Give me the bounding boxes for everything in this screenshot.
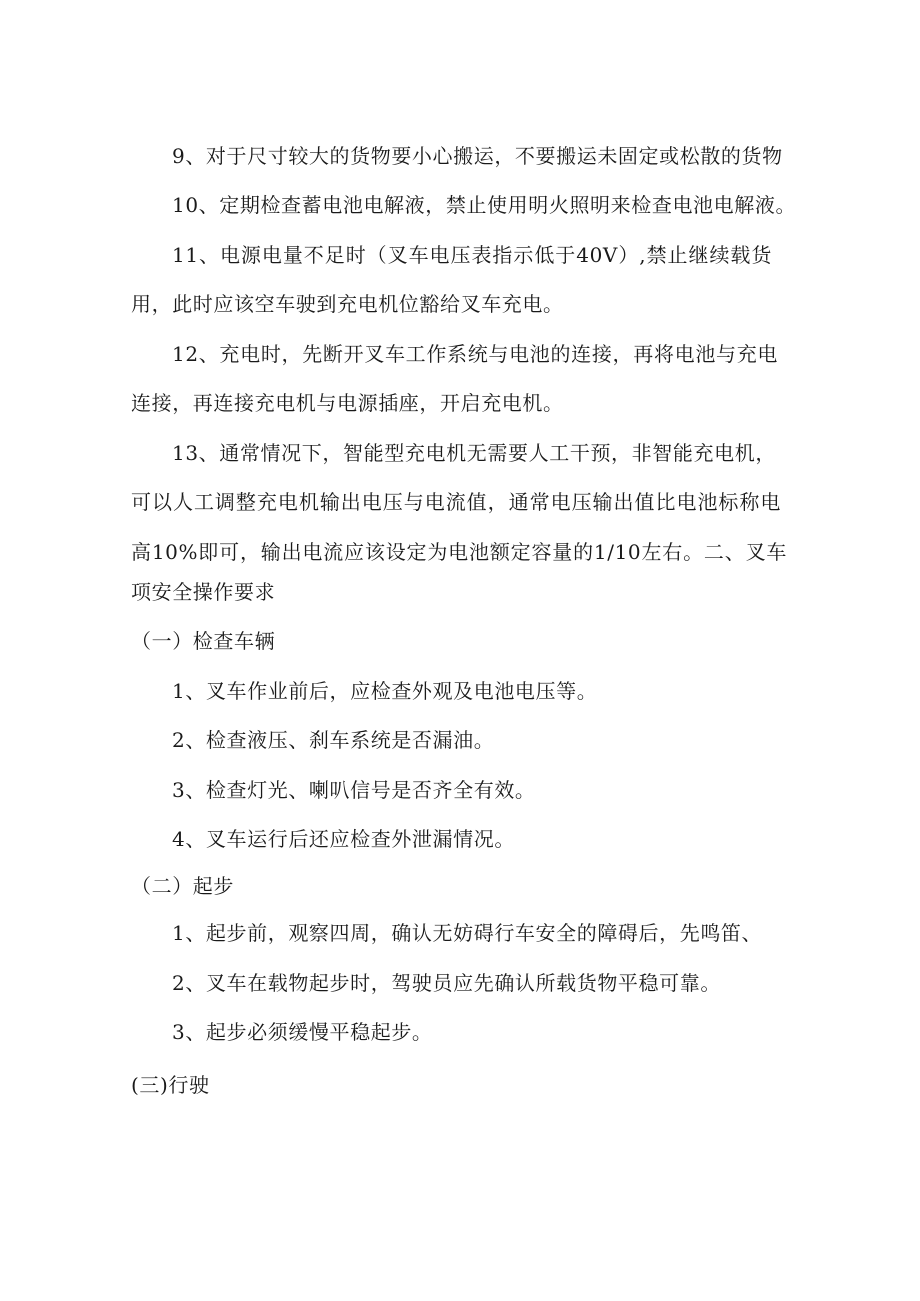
section-heading-driving: (三)行驶 bbox=[131, 1073, 210, 1097]
section-heading-start: （二）起步 bbox=[131, 874, 234, 898]
text-line-10: 10、定期检查蓄电池电解液，禁止使用明火照明来检查电池电解液。 bbox=[172, 193, 797, 217]
text-line-9: 9、对于尺寸较大的货物要小心搬运，不要搬运未固定或松散的货物 bbox=[172, 144, 783, 168]
text-line-12-cont: 连接，再连接充电机与电源插座，开启充电机。 bbox=[131, 391, 564, 415]
check-item-3: 3、检查灯光、喇叭信号是否齐全有效。 bbox=[172, 778, 536, 802]
text-line-11: 11、电源电量不足时（叉车电压表指示低于40V）,禁止继续载货 bbox=[172, 243, 772, 267]
start-item-3: 3、起步必须缓慢平稳起步。 bbox=[172, 1020, 433, 1044]
check-item-1: 1、叉车作业前后，应检查外观及电池电压等。 bbox=[172, 679, 598, 703]
check-item-4: 4、叉车运行后还应检查外泄漏情况。 bbox=[172, 827, 515, 851]
text-line-13-cont-3: 项安全操作要求 bbox=[131, 580, 276, 604]
text-line-13: 13、通常情况下，智能型充电机无需要人工干预，非智能充电机， bbox=[172, 441, 776, 465]
check-item-2: 2、检查液压、刹车系统是否漏油。 bbox=[172, 728, 495, 752]
text-line-13-cont-2: 高10%即可，输出电流应该设定为电池额定容量的1/10左右。二、叉车 bbox=[131, 540, 787, 564]
section-heading-check-vehicle: （一）检查车辆 bbox=[131, 629, 276, 653]
start-item-2: 2、叉车在载物起步时，驾驶员应先确认所载货物平稳可靠。 bbox=[172, 971, 721, 995]
text-line-11-cont: 用，此时应该空车驶到充电机位豁给叉车充电。 bbox=[131, 292, 564, 316]
start-item-1: 1、起步前，观察四周，确认无妨碍行车安全的障碍后，先鸣笛、 bbox=[172, 921, 763, 945]
text-line-13-cont-1: 可以人工调整充电机输出电压与电流值，通常电压输出值比电池标称电 bbox=[131, 490, 781, 514]
text-line-12: 12、充电时，先断开叉车工作系统与电池的连接，再将电池与充电 bbox=[172, 342, 778, 366]
